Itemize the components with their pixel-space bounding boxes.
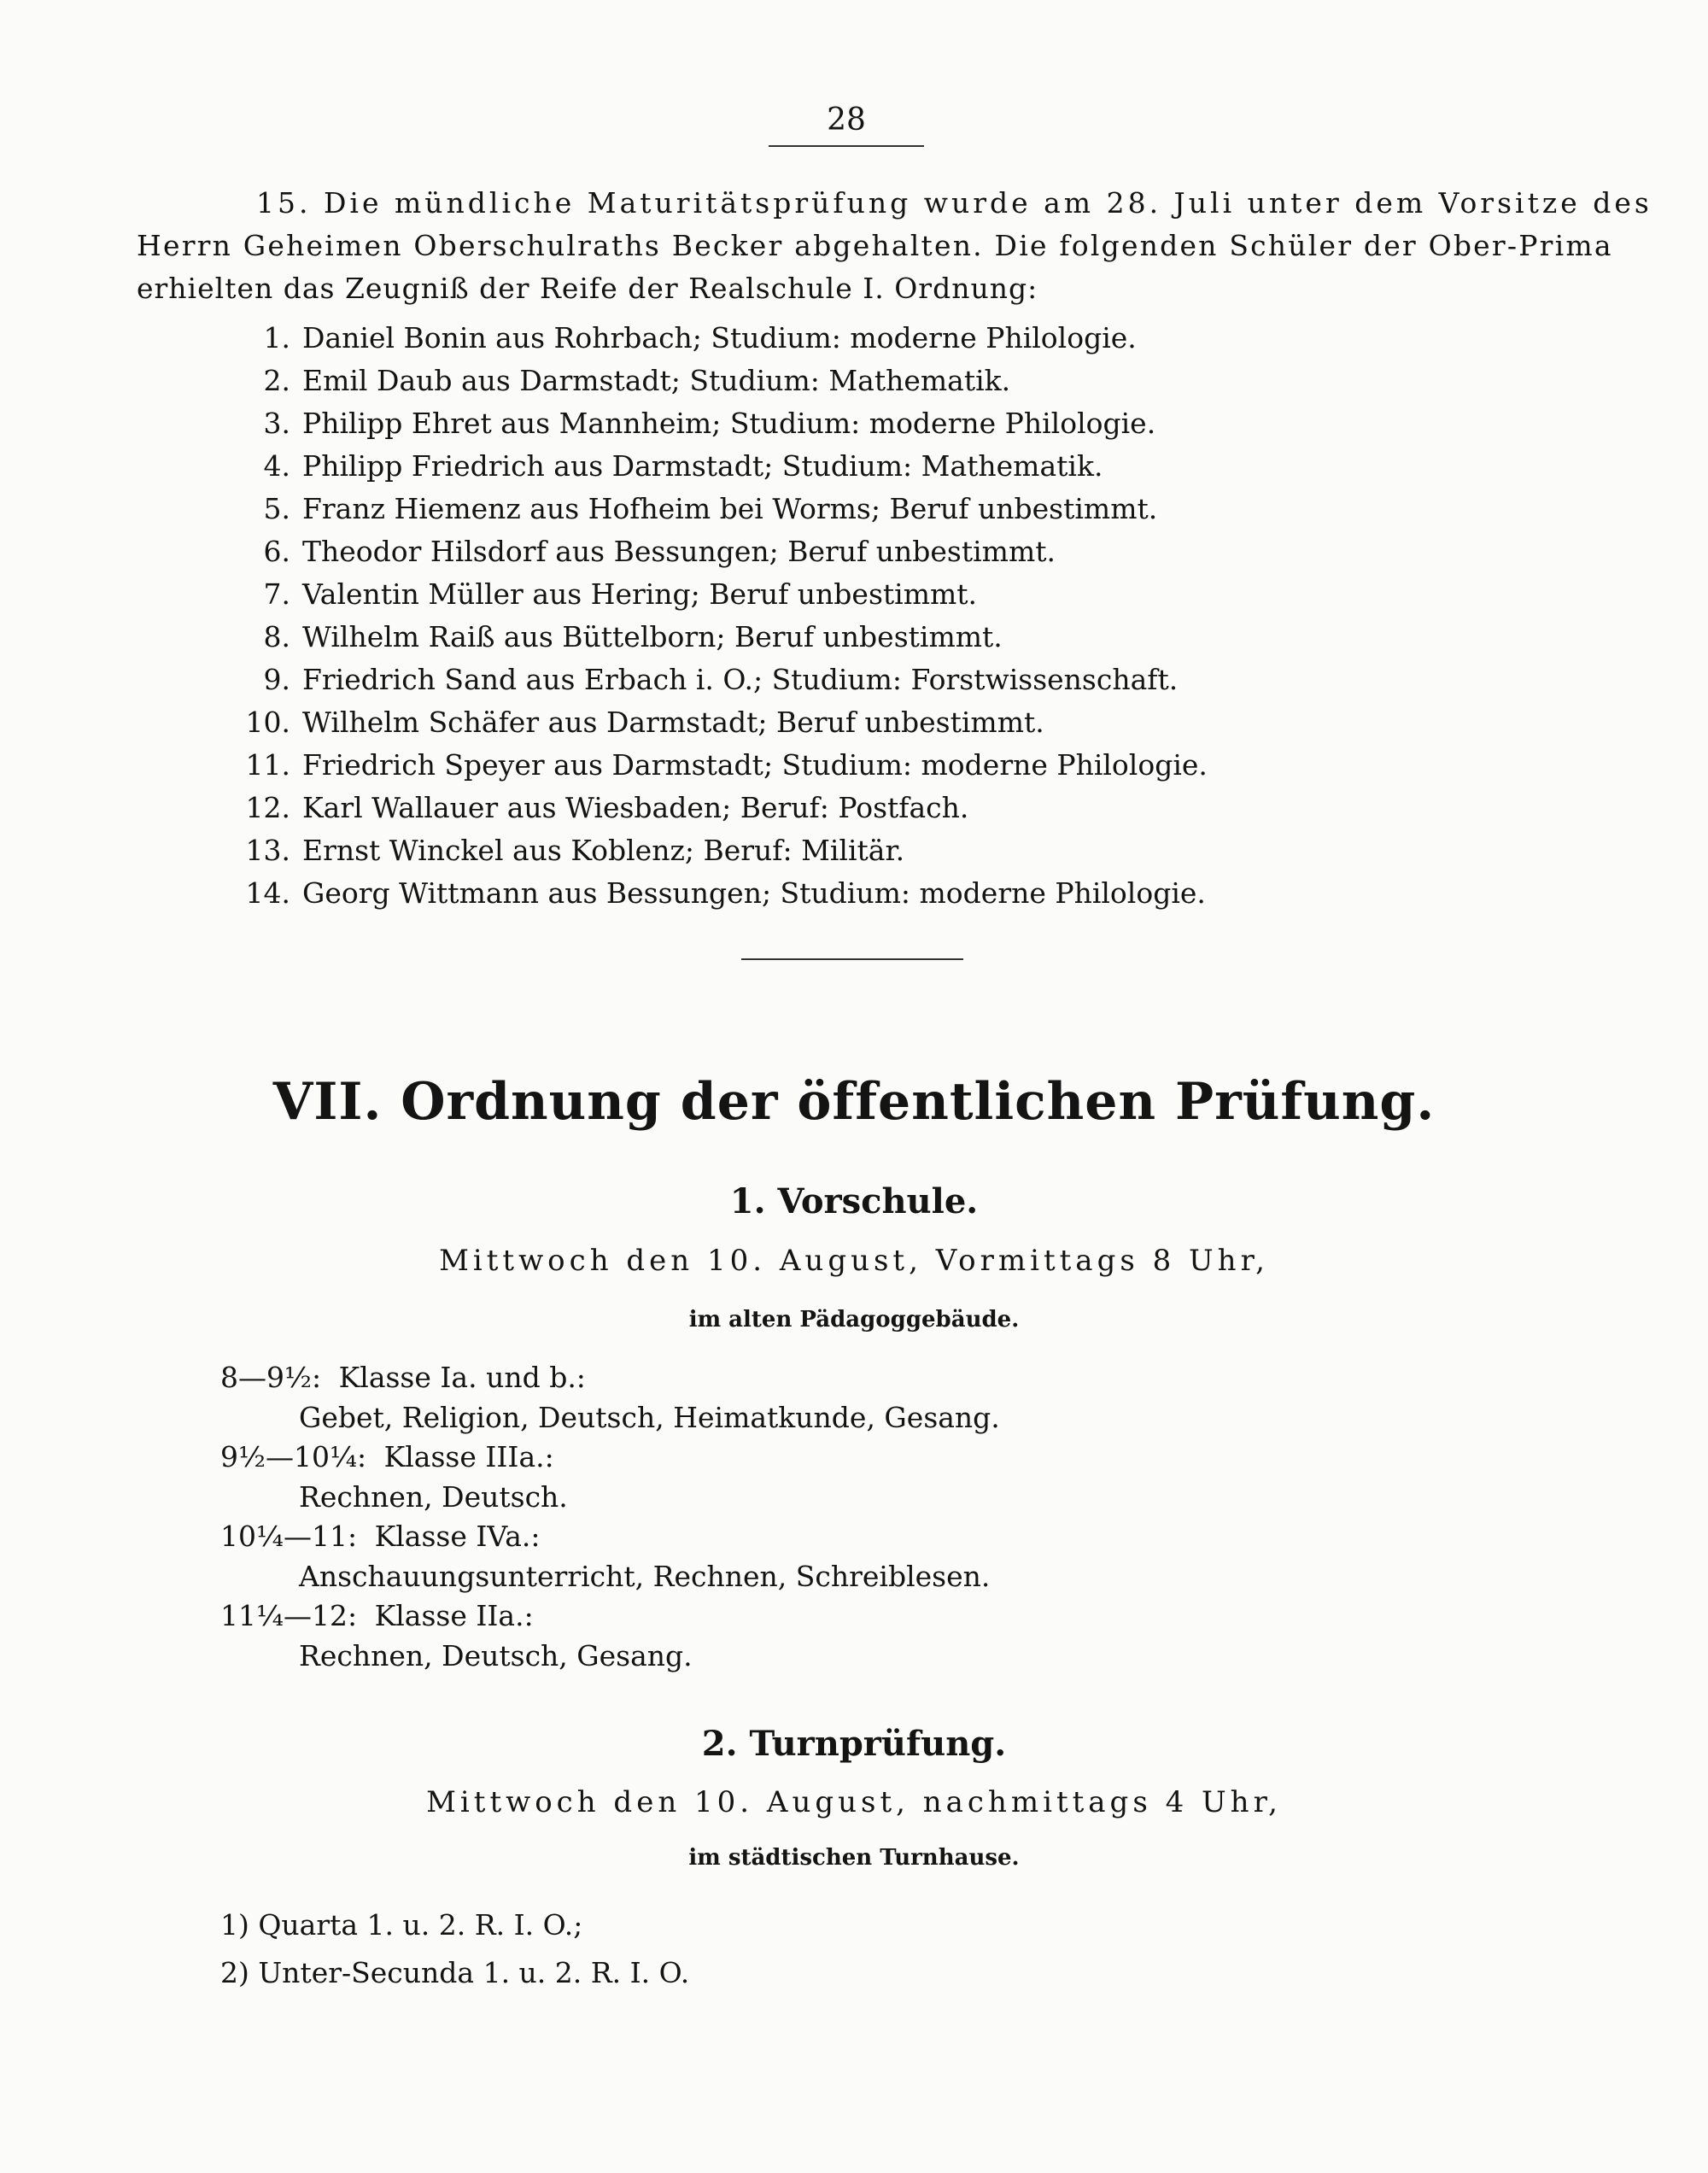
list-item-number: 13. [245, 834, 290, 867]
turnpruefung-heading: 2. Turnprüfung. [701, 1724, 1007, 1764]
schedule-time: 10¼—11: Klasse IVa.: [220, 1520, 541, 1553]
list-item-text: Theodor Hilsdorf aus Bessungen; Beruf unbestimmt. [302, 535, 1056, 568]
list-item-text: Unter-Secunda 1. u. 2. R. I. O. [258, 1956, 690, 1989]
list-item [239, 659, 1208, 701]
list-item-text: Daniel Bonin aus Rohrbach; Studium: moderne Philologie. [302, 321, 1137, 354]
list-item-number: 4. [263, 449, 290, 483]
list-item-number: 1. [263, 321, 290, 354]
list-item-number: 8. [263, 620, 290, 653]
list-item [239, 530, 1208, 573]
list-item [239, 616, 1208, 659]
list-item [220, 1949, 689, 1997]
vorschule-place: im alten Pädagoggebäude. [688, 1307, 1020, 1332]
list-item-text: Friedrich Sand aus Erbach i. O.; Studium: Forstwissenschaft. [302, 663, 1179, 696]
schedule-class: Klasse IIa.: [374, 1599, 534, 1632]
paragraph-line-2: Herrn Geheimen Oberschulraths Becker abgehalten. Die folgenden Schüler der Ober-Prima [137, 229, 1613, 262]
list-item-number: 1) [220, 1908, 249, 1942]
list-item-number: 2) [220, 1956, 249, 1989]
list-item-number: 10. [245, 706, 290, 739]
list-item [220, 1901, 689, 1949]
page-number: 28 [827, 102, 866, 138]
list-item-text: Emil Daub aus Darmstadt; Studium: Mathematik. [302, 364, 1011, 397]
list-item-number: 3. [263, 407, 290, 440]
header-rule [769, 145, 924, 147]
schedule-subjects: Gebet, Religion, Deutsch, Heimatkunde, Gesang. [299, 1401, 1000, 1434]
list-item [239, 488, 1208, 530]
list-item-text: Franz Hiemenz aus Hofheim bei Worms; Beruf unbestimmt. [302, 492, 1158, 525]
list-item-text: Philipp Ehret aus Mannheim; Studium: moderne Philologie. [302, 407, 1156, 440]
list-item [239, 872, 1208, 915]
paragraph-line-1: 15. Die mündliche Maturitätsprüfung wurde am 28. Juli unter dem Vorsitze des [256, 186, 1652, 220]
list-item-number: 12. [245, 791, 290, 824]
vorschule-date: Mittwoch den 10. August, Vormittags 8 Uhr, [439, 1244, 1269, 1278]
list-item-number: 14. [245, 876, 290, 910]
vorschule-heading: 1. Vorschule. [729, 1181, 979, 1221]
section-divider [741, 958, 963, 960]
list-item-text: Georg Wittmann aus Bessungen; Studium: moderne Philologie. [302, 876, 1206, 910]
list-item-text: Quarta 1. u. 2. R. I. O.; [258, 1908, 583, 1942]
student-list [239, 317, 1208, 915]
schedule-time: 8—9½: Klasse Ia. und b.: [220, 1361, 586, 1394]
list-item-text: Wilhelm Raiß aus Büttelborn; Beruf unbestimmt. [302, 620, 1003, 653]
list-item-number: 5. [263, 492, 290, 525]
turnpruefung-list [220, 1901, 689, 1997]
list-item [239, 573, 1208, 616]
list-item-text: Philipp Friedrich aus Darmstadt; Studium: Mathematik. [302, 449, 1103, 483]
list-item-number: 2. [263, 364, 290, 397]
list-item-number: 11. [245, 748, 290, 782]
turnpruefung-date: Mittwoch den 10. August, nachmittags 4 Uhr, [426, 1785, 1282, 1819]
schedule-time: 11¼—12: Klasse IIa.: [220, 1599, 534, 1632]
list-item-text: Karl Wallauer aus Wiesbaden; Beruf: Postfach. [302, 791, 969, 824]
schedule-class: Klasse IIIa.: [383, 1440, 554, 1473]
list-item-text: Wilhelm Schäfer aus Darmstadt; Beruf unbestimmt. [302, 706, 1044, 739]
list-item [239, 317, 1208, 360]
paragraph-line-3: erhielten das Zeugniß der Reife der Realschule I. Ordnung: [137, 272, 1038, 305]
list-item [239, 701, 1208, 744]
schedule-class: Klasse Ia. und b.: [338, 1361, 586, 1394]
list-item-number: 9. [263, 663, 290, 696]
list-item-number: 6. [263, 535, 290, 568]
schedule-subjects: Rechnen, Deutsch, Gesang. [299, 1639, 693, 1672]
list-item [239, 402, 1208, 445]
list-item [239, 829, 1208, 872]
list-item-text: Ernst Winckel aus Koblenz; Beruf: Militär. [302, 834, 905, 867]
schedule-class: Klasse IVa.: [374, 1520, 541, 1553]
turnpruefung-place: im städtischen Turnhause. [688, 1845, 1020, 1871]
schedule-time: 9½—10¼: Klasse IIIa.: [220, 1440, 554, 1473]
list-item [239, 787, 1208, 829]
list-item [239, 744, 1208, 787]
list-item [239, 360, 1208, 402]
list-item-text: Valentin Müller aus Hering; Beruf unbestimmt. [302, 577, 978, 611]
list-item [239, 445, 1208, 488]
schedule-subjects: Rechnen, Deutsch. [299, 1480, 568, 1514]
list-item-text: Friedrich Speyer aus Darmstadt; Studium: moderne Philologie. [302, 748, 1208, 782]
section-title: VII. Ordnung der öffentlichen Prüfung. [272, 1072, 1436, 1132]
list-item-number: 7. [263, 577, 290, 611]
schedule-subjects: Anschauungsunterricht, Rechnen, Schreiblesen. [299, 1560, 991, 1593]
